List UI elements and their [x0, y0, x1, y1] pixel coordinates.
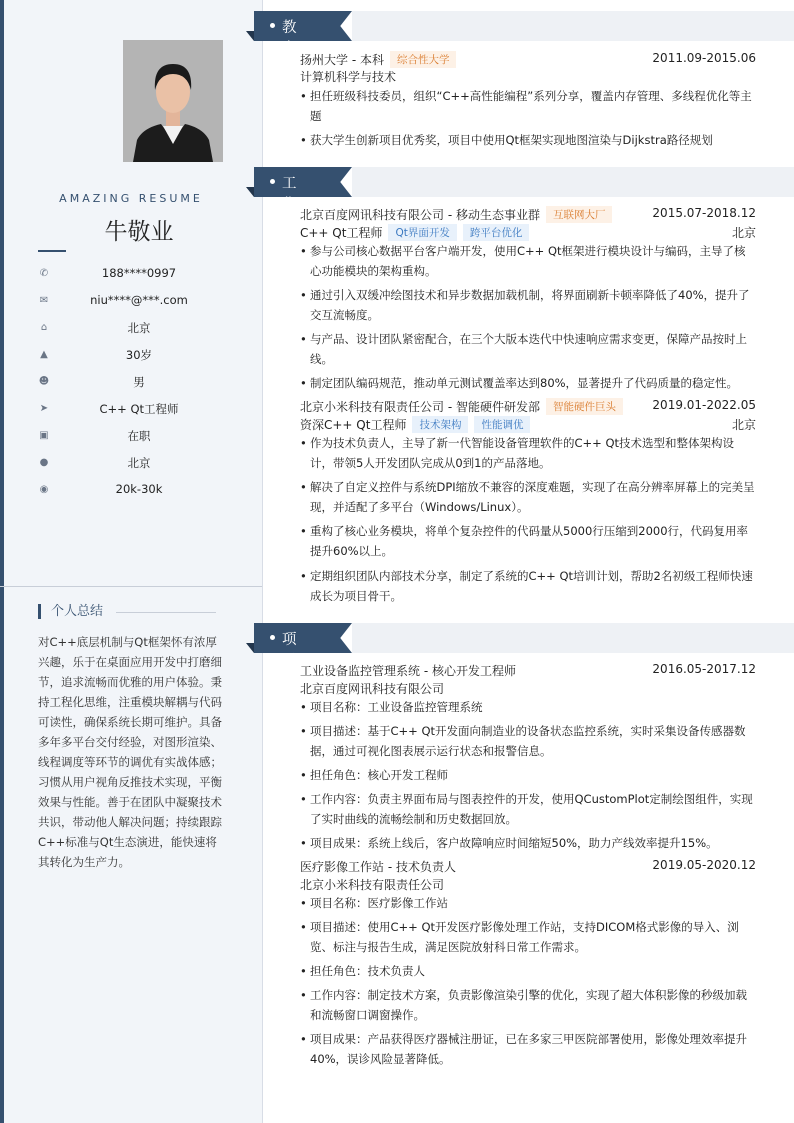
smile-icon: ☻ [38, 376, 50, 387]
list-item: • 作为技术负责人，主导了新一代智能设备管理软件的C++ Qt技术选型和整体架构设计，带领5人开发团队完成从0到1的产品落地。 [300, 436, 735, 470]
list-item: • 担任班级科技委员，组织“C++高性能编程”系列分享，覆盖内存管理、多线程优化等主题 [300, 89, 752, 123]
list-item: • 项目名称：医疗影像工作站 [300, 896, 448, 910]
mail-icon: ✉ [39, 295, 49, 306]
list-item: • 定期组织团队内部技术分享，制定了系统的C++ Qt培训计划，帮助2名初级工程师快速成长为项目骨干。 [300, 569, 753, 603]
age-value: 30岁 [125, 348, 153, 362]
person-name: 牛敬业 [104, 219, 174, 245]
avatar [123, 40, 223, 162]
info-status [38, 427, 258, 447]
location-icon: ● [39, 457, 49, 468]
ribbon-fold [246, 187, 254, 197]
role-name: 资深C++ Qt工程师 [300, 418, 407, 432]
job-location: 北京 [731, 226, 756, 240]
salary-value: 20k-30k [115, 482, 163, 496]
cake-icon: ▲ [40, 349, 48, 360]
list-item: • 项目成果：产品获得医疗器械注册证，已在多家三甲医院部署使用，影像处理效率提升40%，误诊风险显著降低。 [300, 1032, 747, 1066]
school-name: 扬州大学 - 本科 [300, 53, 384, 67]
section-ribbon [254, 11, 352, 41]
education-date: 2011.09-2015.06 [652, 51, 756, 65]
info-email [38, 292, 258, 312]
briefcase-icon: ▣ [39, 430, 49, 441]
section-bar [352, 11, 794, 41]
info-position [38, 400, 258, 420]
summary-rule [116, 612, 216, 613]
list-item: • 重构了核心业务模块，将单个复杂控件的代码量从5000行压缩到2000行，代码复用率提升60%以上。 [300, 524, 749, 558]
send-icon: ➤ [39, 403, 49, 414]
project-company: 北京小米科技有限责任公司 [300, 878, 445, 892]
project-name: 医疗影像工作站 - 技术负责人 [300, 860, 456, 874]
section-dot-icon [270, 179, 275, 184]
skill-tag: 技术架构 [412, 416, 468, 433]
name-underline [38, 250, 66, 252]
brand-label: AMAZING RESUME [59, 192, 203, 205]
sidebar-divider [0, 586, 262, 587]
skill-tag: 性能调优 [474, 416, 530, 433]
project-name: 工业设备监控管理系统 - 核心开发工程师 [300, 664, 516, 678]
list-item: • 担任角色：核心开发工程师 [300, 768, 448, 782]
summary-title: 个人总结 [38, 604, 103, 619]
info-city [38, 319, 258, 339]
section-ribbon [254, 167, 352, 197]
gender-value: 男 [133, 375, 145, 389]
section-ribbon [254, 623, 352, 653]
education-major: 计算机科学与技术 [300, 70, 397, 84]
summary-text: 对C++底层机制与Qt框架怀有浓厚兴趣，乐于在桌面应用开发中打磨细节，追求流畅而优雅的用户体验。秉持工程化思维，注重模块解耦与代码可读性，确保系统长期可维护。具备多年多平台交付经验，对图形渲染、线程调度等环节的调优有实战体感；习惯从用户视角反推技术实现，平衡效果与性能。善于在团队中凝聚技术共识，带动他人解决问题；持续跟踪C++标准与Qt生态演进，能快速将其转化为生产力。 [38, 635, 222, 869]
project-company: 北京百度网讯科技有限公司 [300, 682, 445, 696]
skill-tag: Qt界面开发 [388, 224, 456, 241]
info-location [38, 454, 258, 474]
list-item: • 制定团队编码规范，推动单元测试覆盖率达到80%，显著提升了代码质量的稳定性。 [300, 376, 739, 390]
list-item: • 参与公司核心数据平台客户端开发，使用C++ Qt框架进行模块设计与编码，主导了核心功能模块的架构重构。 [300, 244, 746, 278]
section-dot-icon [270, 23, 275, 28]
job-date: 2019.01-2022.05 [652, 398, 756, 412]
list-item: • 通过引入双缓冲绘图技术和异步数据加载机制，将界面刷新卡顿率降低了40%，提升了交互流畅度。 [300, 288, 750, 322]
city-value: 北京 [127, 321, 151, 335]
section-title: 项目经历 [282, 632, 297, 711]
position-value: C++ Qt工程师 [99, 402, 179, 416]
section-bar [352, 623, 794, 653]
email-value: niu****@***.com [90, 293, 188, 307]
info-age [38, 346, 258, 366]
list-item: • 项目成果：系统上线后，客户故障响应时间缩短50%，助力产线效率提升15%。 [300, 836, 718, 850]
job-company [300, 206, 612, 223]
job-date: 2015.07-2018.12 [652, 206, 756, 220]
phone-value: 188****0997 [101, 266, 177, 280]
section-title: 教育经历 [282, 20, 297, 99]
school-tag: 综合性大学 [390, 51, 457, 68]
skill-tag: 跨平台优化 [463, 224, 530, 241]
status-value: 在职 [127, 429, 151, 443]
location-value: 北京 [127, 456, 151, 470]
list-item: • 项目描述：使用C++ Qt开发医疗影像处理工作站，支持DICOM格式影像的导入、浏览、标注与报告生成，满足医院放射科日常工作需求。 [300, 920, 739, 954]
job-role [300, 416, 530, 433]
project-date: 2019.05-2020.12 [652, 858, 756, 872]
section-dot-icon [270, 635, 275, 640]
section-bar [352, 167, 794, 197]
info-phone [38, 265, 258, 285]
job-role [300, 224, 529, 241]
list-item: • 与产品、设计团队紧密配合，在三个大版本迭代中快速响应需求变更，保障产品按时上线。 [300, 332, 747, 366]
company-tag: 互联网大厂 [546, 206, 613, 223]
phone-icon: ✆ [39, 268, 49, 279]
company-name: 北京小米科技有限责任公司 - 智能硬件研发部 [300, 400, 540, 414]
company-tag: 智能硬件巨头 [546, 398, 623, 415]
sidebar-accent-bar [0, 0, 4, 1123]
project-date: 2016.05-2017.12 [652, 662, 756, 676]
job-company [300, 398, 623, 415]
list-item: • 项目名称：工业设备监控管理系统 [300, 700, 483, 714]
list-item: • 获大学生创新项目优秀奖，项目中使用Qt框架实现地图渲染与Dijkstra路径规划 [300, 133, 713, 147]
education-school [300, 51, 456, 68]
list-item: • 担任角色：技术负责人 [300, 964, 425, 978]
info-salary [38, 481, 258, 501]
sidebar [0, 0, 263, 1123]
money-icon: ◉ [39, 484, 49, 495]
ribbon-fold [246, 643, 254, 653]
list-item: • 项目描述：基于C++ Qt开发面向制造业的设备状态监控系统，实时采集设备传感器数据，通过可视化图表展示运行状态和报警信息。 [300, 724, 746, 758]
list-item: • 解决了自定义控件与系统DPI缩放不兼容的深度难题，实现了在高分辨率屏幕上的完美呈现，并适配了多平台（Windows/Linux）。 [300, 480, 755, 514]
job-location: 北京 [731, 418, 756, 432]
info-gender [38, 373, 258, 393]
home-icon: ⌂ [40, 322, 48, 333]
section-title: 工作经历 [282, 176, 297, 255]
list-item: • 工作内容：制定技术方案，负责影像渲染引擎的优化，实现了超大体积影像的秒级加载和流畅窗口调窗操作。 [300, 988, 747, 1022]
list-item: • 工作内容：负责主界面布局与图表控件的开发，使用QCustomPlot定制绘图组件，实现了实时曲线的流畅绘制和历史数据回放。 [300, 792, 753, 826]
ribbon-fold [246, 31, 254, 41]
company-name: 北京百度网讯科技有限公司 - 移动生态事业群 [300, 208, 540, 222]
role-name: C++ Qt工程师 [300, 226, 383, 240]
